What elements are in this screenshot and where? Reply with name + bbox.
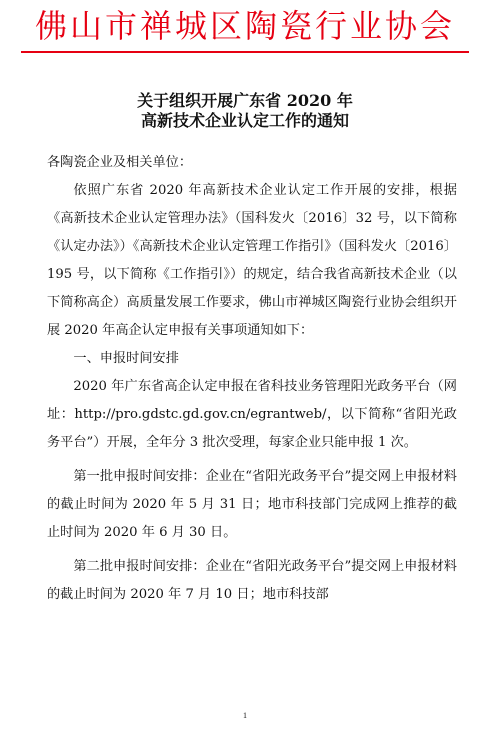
section-1-heading: 一、申报时间安排 xyxy=(73,351,179,366)
section-1-paragraph: 2020 年广东省高企认定申报在省科技业务管理阳光政务平台（网址：http://pro.gdstc.gd.gov.cn/egrantweb/，以下简称“省阳光政务平台”）开展，全年分 3 批次受理，每家企业只能申报 1 次。 xyxy=(47,379,457,450)
intro-paragraph: 依照广东省 2020 年高新技术企业认定工作开展的安排，根据《高新技术企业认定管理办法》（国科发火〔2016〕32 号，以下简称《认定办法》）《高新技术企业认定管理工作指引》（国科发火〔2016〕195 号，以下简称《工作指引》）的规定，结合我省高新技术企业（以下简称高企）高质量发展工作要求，佛山市禅城区陶瓷行业协会组织开展 2020 年高企认定申报有关事项通知如下： xyxy=(47,183,457,338)
notice-title-line-2: 高新技术企业认定工作的通知 xyxy=(140,111,349,130)
header-divider xyxy=(21,51,469,53)
batch-2-paragraph: 第二批申报时间安排：企业在“省阳光政务平台”提交网上申报材料的截止时间为 2020 年 7 月 10 日；地市科技部 xyxy=(47,559,457,602)
salutation: 各陶瓷企业及相关单位： xyxy=(47,155,193,170)
organization-header: 佛山市禅城区陶瓷行业协会 xyxy=(34,7,455,45)
notice-body xyxy=(47,149,457,609)
notice-title-line-1: 关于组织开展广东省 2020 年 xyxy=(137,91,353,110)
page-number: 1 xyxy=(243,711,247,720)
batch-1-paragraph: 第一批申报时间安排：企业在“省阳光政务平台”提交网上申报材料的截止时间为 2020 年 5 月 31 日；地市科技部门完成网上推荐的截止时间为 2020 年 6 月 30 日。 xyxy=(47,469,457,540)
